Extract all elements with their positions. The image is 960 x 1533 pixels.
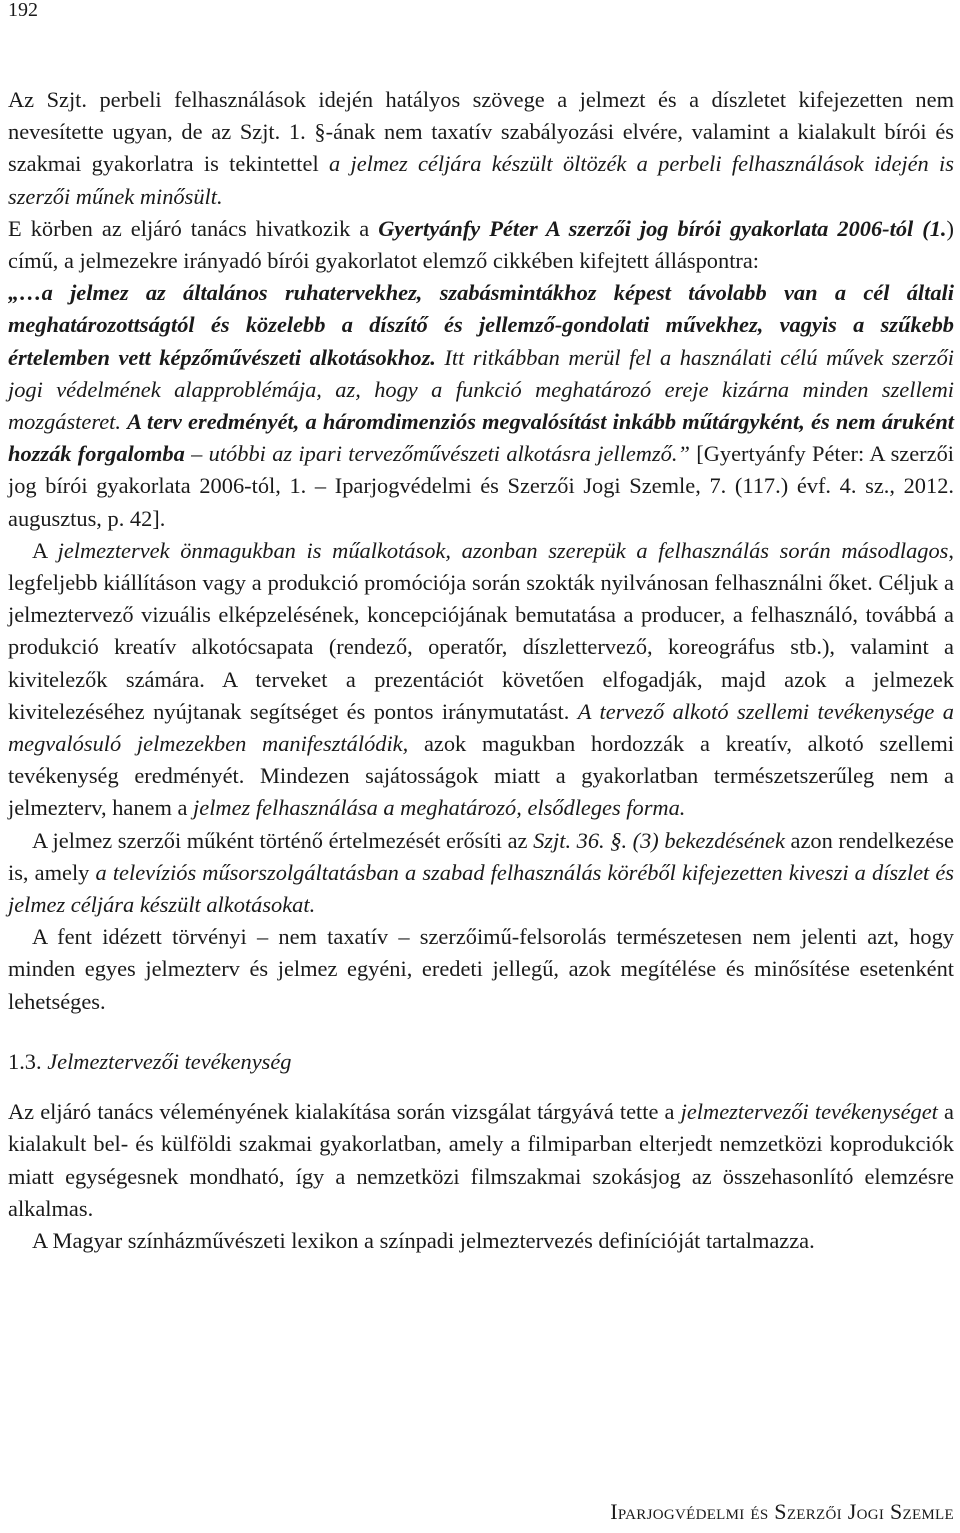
text-run: , legfeljebb kiállításon vagy a produkció promóciója során szokták nyilvánosan felhasználni őket. Céljuk a jelmeztervező vizuális elképzelésének, koncepciójának bemutatása a producer, a felhasználó, továbbá a produkció kreatív alkotócsapata (rendező, operatőr, díszlettervező, koreográfus stb.), valamint a kivitelezők számára. A terveket a prezentációt követően elfogadják, majd azok a jelmezek kivitelezéséhez nyújtanak segítséget és pontos iránymutatást. [8, 537, 954, 724]
emphasis-text: jelmez felhasználása a meghatározó, elsődleges forma. [193, 795, 686, 821]
paragraph-7: A Magyar színházművészeti lexikon a színpadi jelmeztervezés definícióját tartalmazza. [32, 1227, 815, 1253]
emphasis-text: jelmeztervek önmagukban is műalkotások, azonban szerepük a felhasználás során másodlagos [57, 537, 949, 563]
text-run: ) című, a jelmezekre irányadó bírói gyakorlatot elemző cikkében kifejtett álláspontra: [8, 215, 954, 274]
quote-italic: Itt ritkábban merül fel a használati célú művek szerzői jogi védelmének alapproblémája, az, hogy a funkció meghatározó ereje kizárna minden szellemi mozgásteret. [8, 344, 954, 435]
paragraph-3 [8, 535, 954, 825]
text-run: Az Szjt. perbeli felhasználások idején hatályos szövege a jelmezt és a díszletet kifejezetten nem nevesítette ugyan, de az Szjt. 1. §-ának nem taxatív szabályozási elvére, valamint a kialakult bírói és szakmai gyakorlatra is tekintettel [8, 87, 954, 177]
cited-title: Gyertyánfy Péter A szerzői jog bírói gyakorlata 2006-tól (1. [378, 215, 947, 241]
quote-bold-italic: „…a jelmez az általános ruhatervekhez, szabásmintákhoz képest távolabb van a cél általi meghatározottságtól és közelebb a díszítő és jellemző-gondolati művekhez, vagyis a szűkebb értelemben vett képzőművészeti alkotásokhoz. [8, 280, 954, 370]
quote-citation: [Gyertyánfy Péter: A szerzői jog bírói gyakorlata 2006-tól, 1. – Iparjogvédelmi és Szerzői Jogi Szemle, 7. (117.) évf. 4. sz., 2012. augusztus, p. 42]. [8, 441, 954, 531]
page-number: 192 [8, 0, 38, 21]
text-run: a kialakult bel- és külföldi szakmai gyakorlatban, amely a filmiparban elterjedt nemzetközi koprodukciók miatt egységesnek mondható, így a nemzetközi filmszakmai szokásjog az összehasonlító elemzésre alkalmas. [8, 1099, 954, 1221]
journal-footer: Iparjogvédelmi és Szerzői Jogi Szemle [610, 1499, 954, 1524]
paragraph-5: A fent idézett törvényi – nem taxatív – szerzőimű-felsorolás természetesen nem jelenti azt, hogy minden egyes jelmezterv és jelmez egyéni, eredeti jellegű, azok megítélése és minősítése esetenként lehetséges. [8, 924, 954, 1014]
paragraph-2 [8, 213, 954, 277]
text-run: A [32, 537, 58, 563]
paragraph-4 [8, 825, 954, 922]
emphasis-text: a jelmez céljára készült öltözék a perbeli felhasználások idején is szerzői műnek minősült. [8, 151, 954, 209]
section-title: Jelmeztervezői tevékenység [47, 1048, 292, 1074]
text-run: E körben az eljáró tanács hivatkozik a [8, 215, 379, 241]
paragraph-1 [8, 84, 954, 213]
text-run: A jelmez szerzői műként történő értelmezését erősíti az [32, 827, 534, 853]
emphasis-text: jelmeztervezői tevékenységet [680, 1099, 938, 1125]
page-body [8, 84, 954, 1257]
quotation [8, 277, 954, 535]
section-number: 1.3. [8, 1048, 48, 1074]
section-heading [8, 1046, 954, 1078]
text-run: azon rendelkezése is, amely [8, 827, 954, 885]
text-run: Az eljáró tanács véleményének kialakítása során vizsgálat tárgyává tette a [8, 1099, 681, 1125]
emphasis-text: A tervező alkotó szellemi tevékenysége a megvalósuló jelmezekben manifesztálódik, [8, 698, 955, 757]
quote-bold-italic: A terv eredményét, a háromdimenziós megvalósítást inkább műtárgyként, és nem áruként hozzák forgalomba [8, 409, 954, 467]
paragraph-6 [8, 1096, 954, 1225]
text-run: azok magukban hordozzák a kreatív, alkotó szellemi tevékenység eredményét. Mindezen sajátosságok miatt a gyakorlatban természetszerűleg nem a jelmezterv, hanem a [8, 731, 954, 821]
quote-italic: – utóbbi az ipari tervezőművészeti alkotásra jellemző.” [184, 441, 690, 467]
emphasis-text: a televíziós műsorszolgáltatásban a szabad felhasználás köréből kifejezetten kiveszi a díszlet és jelmez céljára készült alkotásokat. [8, 859, 955, 918]
emphasis-text: Szjt. 36. §. (3) bekezdésének [533, 827, 785, 853]
